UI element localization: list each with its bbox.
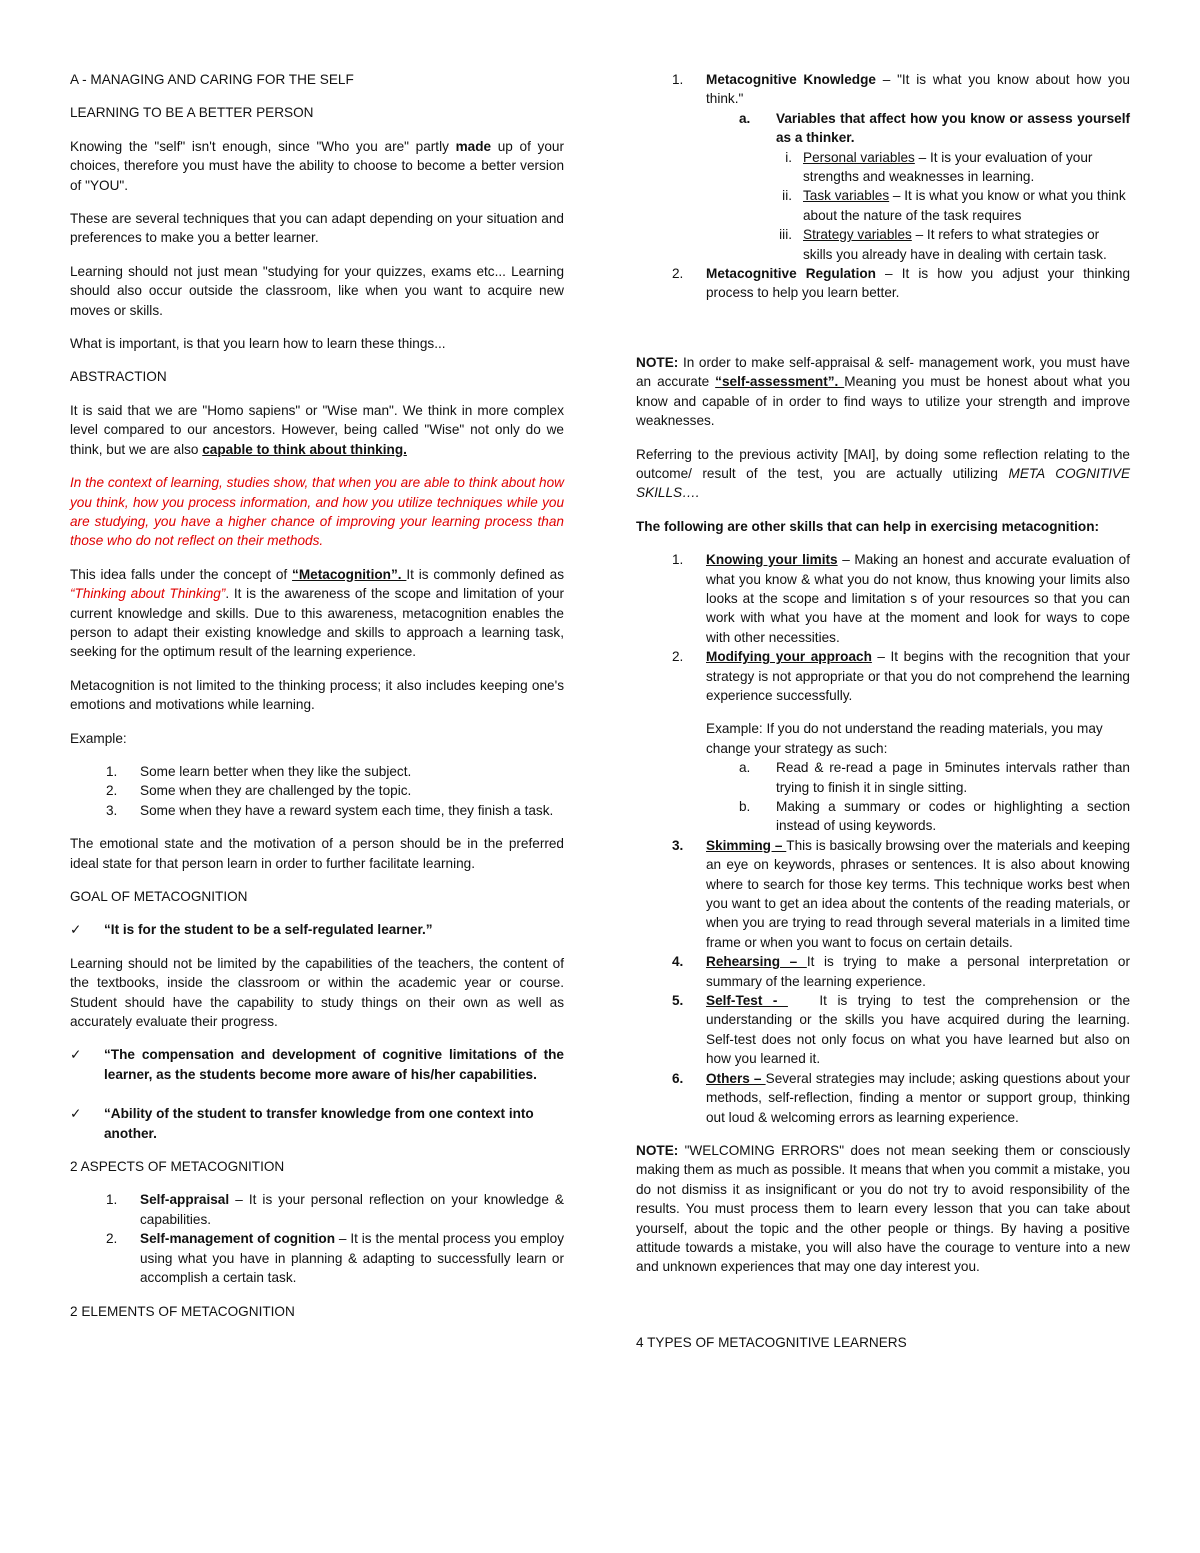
example-label: Example: xyxy=(70,730,127,746)
list-item: iii. Strategy variables – It refers to what strategies or skills you already have in dealing with certain task. xyxy=(779,227,1107,262)
section-heading-types: 4 TYPES OF METACOGNITIVE LEARNERS xyxy=(636,1334,907,1350)
paragraph-context-red: In the context of learning, studies show, that when you are able to think about how you think, how you process information, and how you utilize techniques while you are studying, you have a higher chance of improving your learning process than those who do not reflect on their methods. xyxy=(70,475,564,549)
section-heading-aspects: 2 ASPECTS OF METACOGNITION xyxy=(70,1159,285,1175)
left-column xyxy=(70,70,564,1335)
checkmark-icon: ✓ xyxy=(70,1106,82,1122)
checkmark-icon: ✓ xyxy=(70,1047,82,1063)
example-text: Example: If you do not understand the reading materials, you may change your strategy as such: xyxy=(706,721,1103,756)
right-column xyxy=(636,70,1134,1366)
section-heading-goal: GOAL OF METACOGNITION xyxy=(70,889,248,904)
list-item: ii. Task variables – It is what you know or what you think about the nature of the task requires xyxy=(782,188,1126,223)
paragraph-learning: Learning should not just mean "studying for your quizzes, exams etc... Learning should also occur outside the classroom, like when you want to acquire new moves or skills. xyxy=(70,263,564,318)
example-list xyxy=(70,762,564,820)
section-heading-abstraction: ABSTRACTION xyxy=(70,369,167,385)
list-item: 5. Self-Test - It is trying to test the comprehension or the understanding or the skills you have acquired during the learning. Self-test does not only focus on what you have learned but also on how you learned it. xyxy=(672,993,1134,1067)
goal-item: ✓ “It is for the student to be a self-regulated learner.” xyxy=(70,920,564,939)
list-item: 1. Some learn better when they like the subject. xyxy=(106,763,412,779)
list-item: a. Variables that affect how you know or assess yourself as a thinker. xyxy=(739,110,1130,146)
goal-item: ✓ “Ability of the student to transfer knowledge from one context into another. xyxy=(70,1106,534,1141)
paragraph-techniques: These are several techniques that you can adapt depending on your situation and preferences to make you a better learner. xyxy=(70,211,564,246)
aspects-list xyxy=(70,1190,564,1287)
list-item: 2. Modifying your approach – It begins with the recognition that your strategy is not appropriate or that you do not comprehend the learning experience successfully. xyxy=(672,649,1131,703)
list-item: 3. Skimming – This is basically browsing over the materials and keeping an eye on keywords, phrases or sentences. It is also about knowing where to search for those key terms. This technique works best when you want to get an idea about the contents of the reading materials, or when you are trying to read through several materials in a limited time frame or when you want to focus on certain details. xyxy=(672,837,1131,950)
paragraph-metacognition-def: This idea falls under the concept of “Metacognition”. It is commonly defined as “Thinking about Thinking”. It is the awareness of the scope and limitation of your current knowledge and skills. Due to this awareness, metacognition enables the person to adapt their existing knowledge and skills to approach a learning task, seeking for the optimum result of the learning experience. xyxy=(70,566,565,660)
goal-item: ✓ “The compensation and development of cognitive limitations of the learner, as the students become more aware of his/her capabilities. xyxy=(70,1047,564,1082)
skills-intro: The following are other skills that can help in exercising metacognition: xyxy=(636,518,1100,534)
list-item: 4. Rehearsing – It is trying to make a personal interpretation or summary of the learning experience. xyxy=(672,954,1130,989)
paragraph-emotional-state: The emotional state and the motivation of a person should be in the preferred ideal state for that person learn in order to further facilitate learning. xyxy=(70,836,564,871)
list-item: 2. Self-management of cognition – It is the mental process you employ using what you have in planning & adapting to successfully learn or accomplish a certain task. xyxy=(106,1231,564,1286)
section-heading-learning: LEARNING TO BE A BETTER PERSON xyxy=(70,105,314,121)
list-item: b. Making a summary or codes or highlighting a section instead of using keywords. xyxy=(739,799,1130,834)
list-item: a. Read & re-read a page in 5minutes intervals rather than trying to finish it in single sitting. xyxy=(739,760,1130,795)
paragraph-homo-sapiens: It is said that we are "Homo sapiens" or "Wise man". We think in more complex level compared to our ancestors. However, being called "Wise" not only do we think, but we are also capable to think about thinking. xyxy=(70,402,564,457)
document-title: A - MANAGING AND CARING FOR THE SELF xyxy=(70,72,354,87)
list-item: 2. Metacognitive Regulation – It is how you adjust your thinking process to help you learn better. xyxy=(672,266,1130,301)
list-item: 2. Some when they are challenged by the topic. xyxy=(106,783,412,799)
checkmark-icon: ✓ xyxy=(70,922,82,938)
section-heading-elements: 2 ELEMENTS OF METACOGNITION xyxy=(70,1303,295,1319)
paragraph-important: What is important, is that you learn how to learn these things... xyxy=(70,336,446,352)
list-item: 1. Knowing your limits – Making an honest and accurate evaluation of what you know & what you do not know, thus knowing your limits also looks at the scope and limitation s of your resources so that you can work with what you have at the moment and look for ways to cope with other necessities. xyxy=(672,552,1130,645)
list-item: 3. Some when they have a reward system each time, they finish a task. xyxy=(106,802,554,818)
list-item: 1. Metacognitive Knowledge – "It is what you know about how you think." xyxy=(672,72,1130,107)
paragraph-mai: Referring to the previous activity [MAI], by doing some reflection relating to the outcome/ result of the test, you are actually utilizing META COGNITIVE SKILLS…. xyxy=(636,446,1131,501)
paragraph-emotions: Metacognition is not limited to the thinking process; it also includes keeping one's emotions and motivations while learning. xyxy=(70,677,564,713)
list-item: 6. Others – Several strategies may include; asking questions about your methods, self-reflection, finding a mentor or support group, thinking out loud & welcoming errors as learning experience. xyxy=(672,1070,1130,1125)
list-item: i. Personal variables – It is your evaluation of your strengths and weaknesses in learning. xyxy=(785,149,1093,185)
note-welcoming-errors: NOTE: "WELCOMING ERRORS" does not mean seeking them or consciously making them as much as possible. It means that when you commit a mistake, you do not dismiss it as insignificant or you do not try to avoid responsibility of the results. You must process them to learn every lesson that you can take about yourself, about the topic and the other people or things. By having a positive attitude towards a mistake, you will also have the courage to venture into a new and unknown experiences that may one day interest you. xyxy=(636,1142,1130,1275)
note-self-assessment: NOTE: In order to make self-appraisal & self- management work, you must have an accurate “self-assessment”. Meaning you must be honest about what you know and capable of in order to find ways to utilize your strength and improve weaknesses. xyxy=(636,354,1130,429)
list-item: 1. Self-appraisal – It is your personal reflection on your knowledge & capabilities. xyxy=(106,1192,564,1227)
paragraph-learning-limits: Learning should not be limited by the capabilities of the teachers, the content of the textbooks, inside the classroom or within the academic year or course. Student should have the capability to study things on their own as well as accurately evaluate their progress. xyxy=(70,955,564,1030)
paragraph-self: Knowing the "self" isn't enough, since "Who you are" partly made up of your choices, therefore you must have the ability to choose to become a better version of "YOU". xyxy=(70,138,564,193)
